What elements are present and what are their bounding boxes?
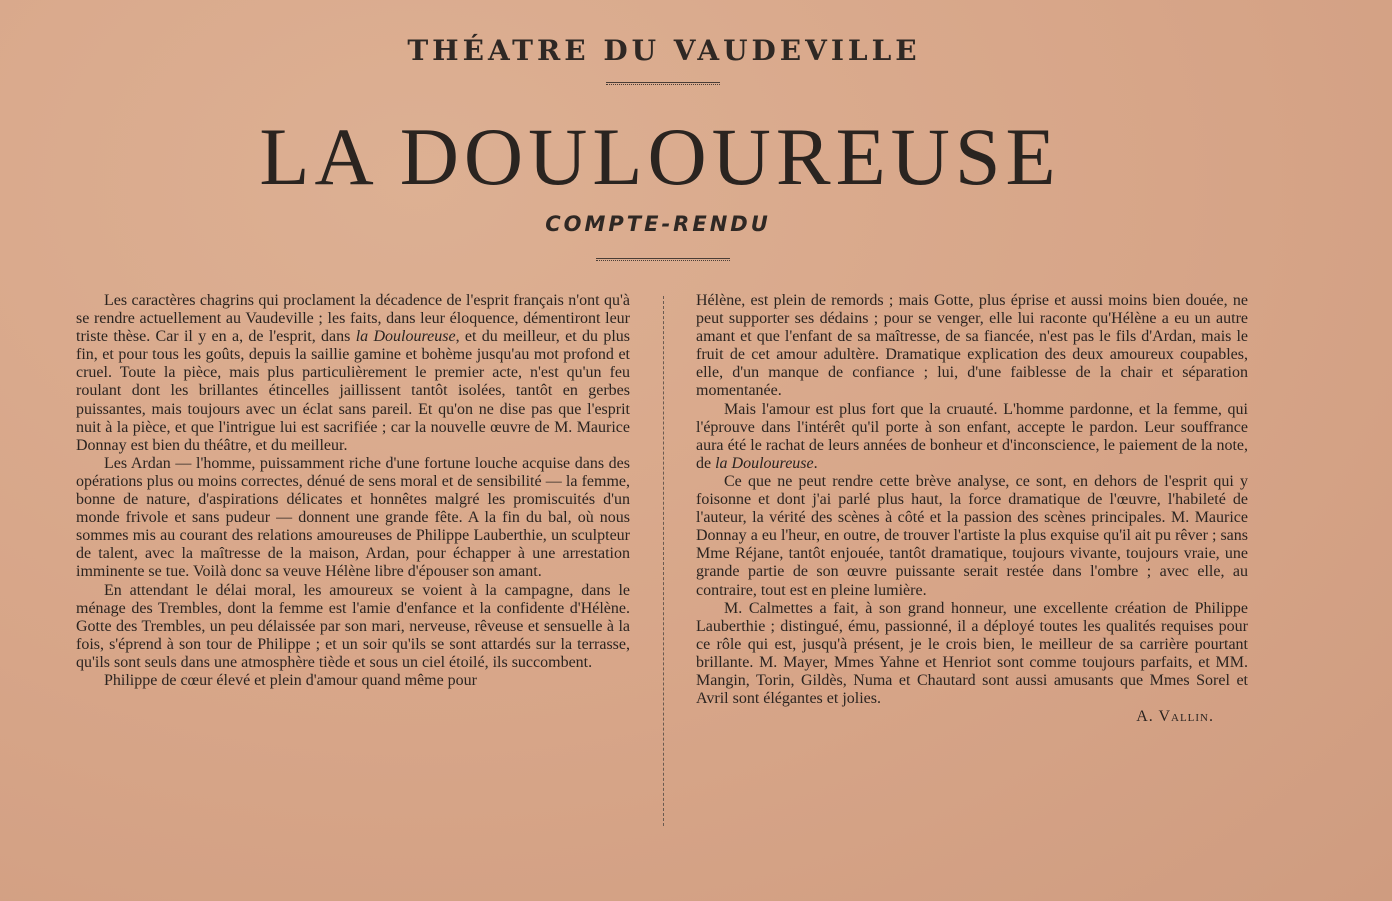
right-p2-title-ref: la Douloureuse [715, 454, 814, 472]
left-column [76, 292, 630, 690]
left-p1-title-ref: la Douloureuse [355, 328, 456, 346]
left-p1-text-b: , et du meilleur, et du plus fin, et pour tous les goûts, depuis la saillie gamine et bohème jusqu'au mot profond et cruel. Toute la pièce, mais plus particulièrement le premier acte, n'est qu'un feu roulant dont les brillantes étincelles jaillissent tantôt isolées, tantôt en gerbes puissantes, mais toujours avec un éclat sans pareil. Et qu'on ne dise pas que l'esprit nuit à la pièce, et que l'intrigue lui est sacrifiée ; car la nouvelle œuvre de M. Maurice Donnay est bien du théâtre, et du meilleur. [76, 328, 631, 454]
right-p2-text-a: Mais l'amour est plus fort que la cruauté. L'homme pardonne, et la femme, qui l'éprouve dans l'intérêt qu'il porte à son enfant, accepte le pardon. Leur souffrance aura été le rachat de leurs années de bonheur et d'inconscience, le paiement de la note, de [696, 400, 1248, 472]
right-column [696, 292, 1248, 726]
right-paragraph-3: Ce que ne peut rendre cette brève analyse, ce sont, en dehors de l'esprit qui y foisonne et dont j'ai parlé plus haut, la force dramatique de l'œuvre, l'habileté de l'auteur, la vérité des scènes à côté et la passion des scènes principales. M. Maurice Donnay a eu l'heur, en outre, de trouver l'artiste la plus exquise qu'il ait pu rêver ; sans Mme Réjane, tantôt enjouée, tantôt dramatique, toujours vivante, toujours vraie, une grande partie de son œuvre puissante serait restée dans l'ombre ; avec elle, au contraire, tout est en pleine lumière. [696, 472, 1248, 599]
column-divider [663, 296, 664, 826]
right-paragraph-4: M. Calmettes a fait, à son grand honneur, une excellente création de Philippe Lauberthie ; distingué, ému, passionné, il a déployé toutes les qualités requises pour ce rôle qui est, jusqu'à présent, je le crois bien, le meilleur de sa carrière pourtant brillante. M. Mayer, Mmes Yahne et Henriot sont comme toujours parfaits, et MM. Mangin, Torin, Gildès, Numa et Chautard sont aussi amusants que Mmes Sorel et Avril sont élégantes et jolies. [696, 599, 1248, 708]
left-p1-text-a: Les caractères chagrins qui proclament la décadence de l'esprit français n'ont qu'à se rendre actuellement au Vaudeville ; les faits, dans leur éloquence, démentiront leur triste thèse. Car il y en a, de l'esprit, dans [76, 292, 630, 346]
left-paragraph-4: Philippe de cœur élevé et plein d'amour quand même pour [104, 671, 477, 689]
author-signature: A. Vallin. [1136, 708, 1214, 726]
right-paragraph-1: Hélène, est plein de remords ; mais Gotte, plus éprise et aussi moins bien douée, ne peut supporter ses dédains ; pour se venger, elle lui raconte qu'Hélène a eu un autre amant et que l'enfant de sa maîtresse, de sa fiancée, n'est pas le fils d'Ardan, mais le fruit de cet amour adultère. Dramatique explication des deux amoureux coupables, elle, d'un manque de confiance ; lui, d'une faiblesse de la chair et séparation momentanée. [696, 292, 1248, 400]
left-paragraph-1 [76, 292, 630, 455]
play-title: LA DOULOUREUSE [259, 111, 1061, 202]
subtitle-ornament-rule [596, 258, 730, 259]
left-paragraph-3: En attendant le délai moral, les amoureux se voient à la campagne, dans le ménage des Trembles, dont la femme est l'amie d'enfance et la confidente d'Hélène. Gotte des Trembles, un peu délaissée par son mari, nerveuse, rêveuse et sensuelle à la fois, s'éprend à son tour de Philippe ; et un soir qu'ils se sont attardés sur la terrasse, qu'ils sont seuls dans une atmosphère tiède et sous un ciel étoilé, ils succombent. [76, 581, 630, 671]
top-ornament-rule [606, 82, 720, 83]
subtitle: COMPTE-RENDU [545, 212, 771, 236]
theatre-heading: THÉATRE DU VAUDEVILLE [407, 34, 921, 67]
left-paragraph-2: Les Ardan — l'homme, puissamment riche d'une fortune louche acquise dans des opérations plus ou moins correctes, dénué de sens moral et de sensibilité — la femme, bonne de nature, d'aspirations délicates et honnêtes malgré les promiscuités d'un monde frivole et sans pudeur — donnent une grande fête. A la fin du bal, où nous sommes mis au courant des relations amoureuses de Philippe Lauberthie, un sculpteur de talent, avec la maîtresse de la maison, Ardan, pour échapper à une arrestation imminente se tue. Voilà donc sa veuve Hélène libre d'épouser son amant. [76, 454, 630, 581]
right-paragraph-2 [696, 401, 1248, 473]
right-p2-text-b: . [813, 454, 818, 472]
